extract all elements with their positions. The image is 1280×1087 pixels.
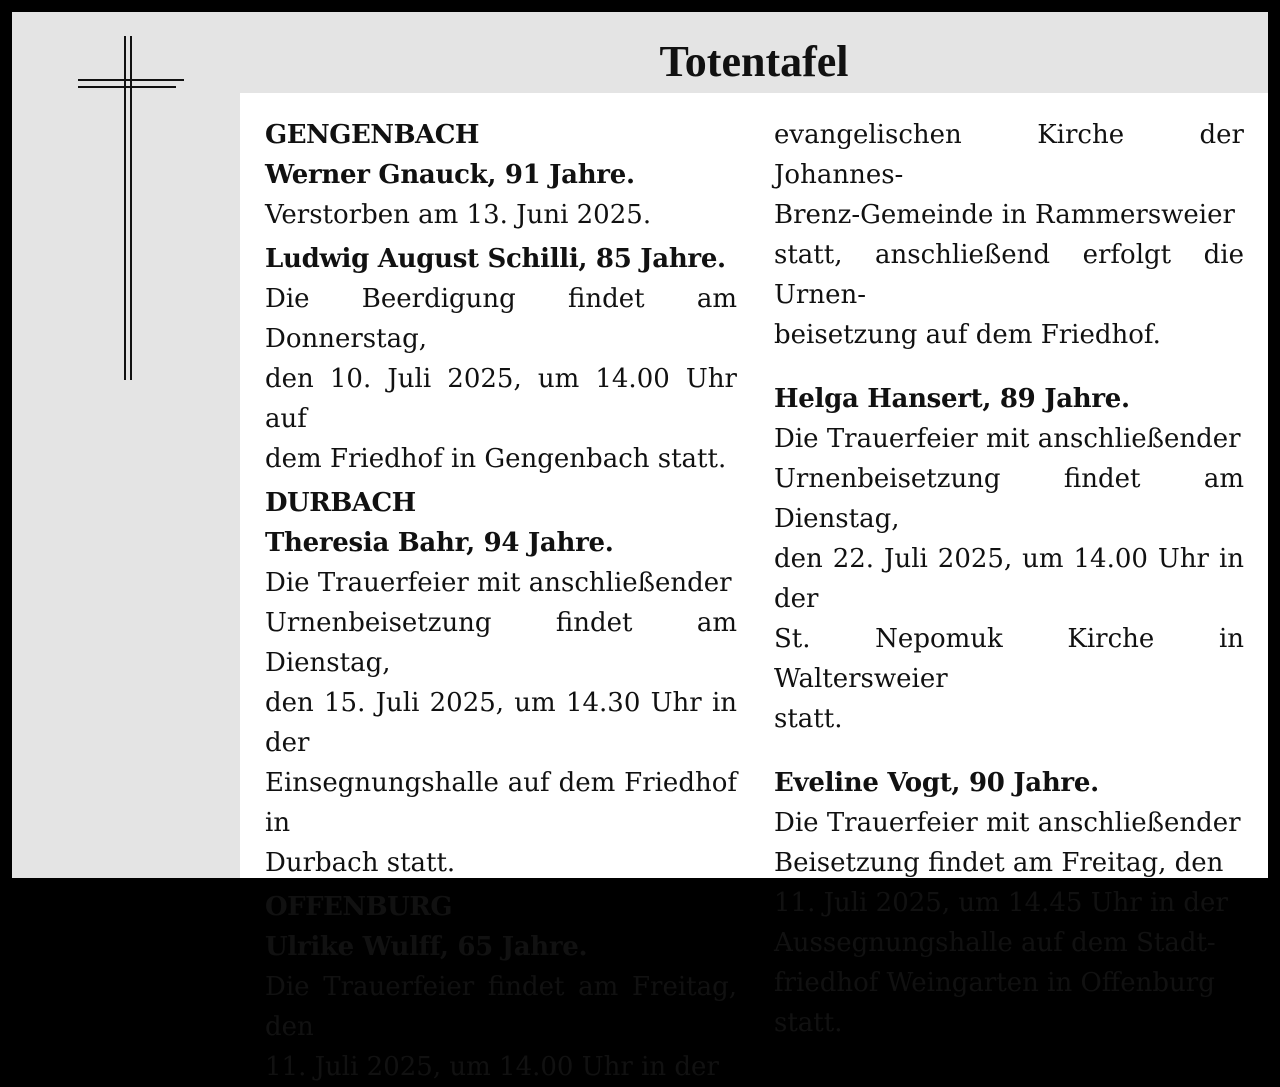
notice-line: statt. <box>774 1008 843 1038</box>
deceased-name: Theresia Bahr, 94 Jahre. <box>265 528 614 558</box>
deceased-name: Eveline Vogt, 90 Jahre. <box>774 768 1099 798</box>
content-panel <box>240 93 1268 1082</box>
notice-line: Einsegnungshalle auf dem Friedhof in <box>265 768 737 838</box>
notice-line: Die Trauerfeier mit anschließender <box>774 424 1241 454</box>
cross-icon <box>12 12 240 412</box>
notice-line: evangelischen Kirche der Johannes- <box>774 120 1244 190</box>
notice-line: statt, anschließend erfolgt die Urnen- <box>774 240 1244 310</box>
right-column <box>774 115 1244 1043</box>
deceased-name: Helga Hansert, 89 Jahre. <box>774 384 1130 414</box>
left-column <box>265 115 737 1087</box>
notice-line: Die Trauerfeier mit anschließender <box>265 568 732 598</box>
page-title: Totentafel <box>659 37 849 86</box>
notice-line: 11. Juli 2025, um 14.45 Uhr in der <box>774 888 1228 918</box>
notice-line: 11. Juli 2025, um 14.00 Uhr in der <box>265 1052 719 1082</box>
notice-line: Die Beerdigung findet am Donnerstag, <box>265 284 737 354</box>
notice-line: den 22. Juli 2025, um 14.00 Uhr in der <box>774 544 1244 614</box>
place-heading: GENGENBACH <box>265 120 479 150</box>
notice-line: statt. <box>774 704 843 734</box>
obituary-board <box>12 12 1268 1082</box>
notice-line: Aussegnungshalle auf dem Stadt- <box>774 928 1216 958</box>
notice-line: Brenz-Gemeinde in Rammersweier <box>774 200 1235 230</box>
place-heading: DURBACH <box>265 488 416 518</box>
notice-line: Verstorben am 13. Juni 2025. <box>265 200 652 230</box>
notice-line: Die Trauerfeier mit anschließender <box>774 808 1241 838</box>
notice-line: dem Friedhof in Gengenbach statt. <box>265 444 727 474</box>
notice-line: Durbach statt. <box>265 848 456 878</box>
deceased-name: Ludwig August Schilli, 85 Jahre. <box>265 244 726 274</box>
notice-line: den 10. Juli 2025, um 14.00 Uhr auf <box>265 364 737 434</box>
deceased-name: Werner Gnauck, 91 Jahre. <box>265 160 635 190</box>
notice-line: St. Nepomuk Kirche in Waltersweier <box>774 624 1244 694</box>
notice-line: beisetzung auf dem Friedhof. <box>774 320 1161 350</box>
deceased-name: Ulrike Wulff, 65 Jahre. <box>265 932 588 962</box>
notice-line: Urnenbeisetzung findet am Dienstag, <box>265 608 737 678</box>
notice-line: Urnenbeisetzung findet am Dienstag, <box>774 464 1244 534</box>
place-heading: OFFENBURG <box>265 892 453 922</box>
notice-line: den 15. Juli 2025, um 14.30 Uhr in der <box>265 688 737 758</box>
notice-line: friedhof Weingarten in Offenburg <box>774 968 1215 998</box>
notice-line: Beisetzung findet am Freitag, den <box>774 848 1224 878</box>
notice-line: Die Trauerfeier findet am Freitag, den <box>265 972 737 1042</box>
